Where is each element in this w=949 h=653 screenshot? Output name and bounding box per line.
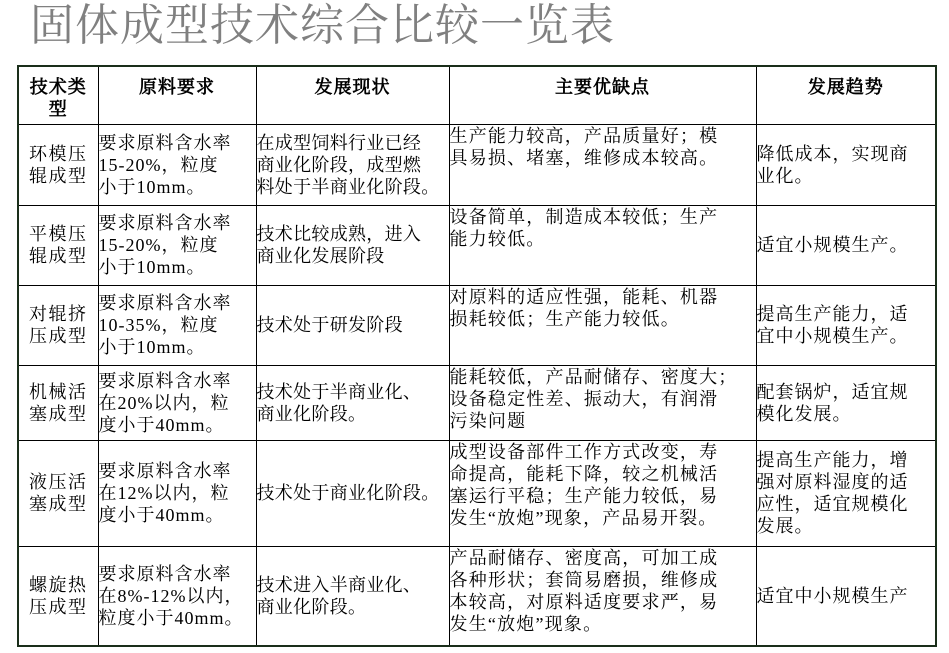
cell-technique xyxy=(18,546,98,646)
pros-cons-line: 产品耐储存、密度高，可加工成 xyxy=(449,547,719,568)
pros-cons-line: 损耗较低；生产能力较低。 xyxy=(449,308,680,329)
status-line: 技术比较成熟，进入 xyxy=(256,224,422,244)
comparison-table xyxy=(17,65,937,647)
technique-line: 塞成型 xyxy=(29,403,88,424)
pros-cons-line: 发生“放炮”现象。 xyxy=(449,613,603,634)
trend-line: 适宜小规模生产。 xyxy=(756,235,909,255)
pros-cons-line: 设备简单，制造成本较低；生产 xyxy=(449,206,719,227)
technique-line: 机械活 xyxy=(29,381,88,402)
material-line: 小于10mm。 xyxy=(98,337,206,357)
material-line: 小于10mm。 xyxy=(98,257,206,277)
header-technique-line: 型 xyxy=(48,99,68,119)
trend-line: 发展。 xyxy=(756,516,814,536)
trend-line: 应性，适宜规模化 xyxy=(756,494,909,514)
pros-cons-line: 成型设备部件工作方式改变，寿 xyxy=(449,441,719,462)
cell-material xyxy=(98,365,256,440)
cell-material xyxy=(98,546,256,646)
cell-technique xyxy=(18,124,98,205)
cell-status xyxy=(256,365,449,440)
cell-status xyxy=(256,440,449,546)
material-line: 度小于40mm。 xyxy=(98,414,225,435)
pros-cons-line: 塞运行平稳；生产能力较低，易 xyxy=(449,485,719,506)
technique-line: 辊成型 xyxy=(29,246,88,266)
technique-line: 辊成型 xyxy=(29,165,88,186)
header-material: 原料要求 xyxy=(98,66,256,124)
table-row xyxy=(18,440,936,546)
technique-line: 压成型 xyxy=(29,326,88,346)
technique-line: 塞成型 xyxy=(29,494,88,514)
header-technique xyxy=(18,66,98,124)
cell-trend xyxy=(756,124,936,205)
material-line: 粒度小于40mm。 xyxy=(98,607,244,628)
status-line: 在成型饲料行业已经 xyxy=(256,132,422,153)
status-line: 料处于半商业化阶段。 xyxy=(256,176,440,197)
status-line: 技术进入半商业化、 xyxy=(256,574,422,595)
trend-line: 提高生产能力，增 xyxy=(756,450,909,470)
table-row xyxy=(18,285,936,365)
material-line: 10-35%，粒度 xyxy=(98,315,219,335)
cell-technique xyxy=(18,285,98,365)
material-line: 要求原料含水率 xyxy=(98,132,232,153)
status-line: 技术处于商业化阶段。 xyxy=(256,483,440,503)
header-trend: 发展趋势 xyxy=(756,66,936,124)
table-row xyxy=(18,205,936,285)
material-line: 要求原料含水率 xyxy=(98,213,232,233)
pros-cons-line: 设备稳定性差、振动大，有润滑 xyxy=(449,388,719,409)
cell-material xyxy=(98,205,256,285)
technique-line: 螺旋热 xyxy=(29,574,88,595)
header-technique-line: 技术类 xyxy=(29,77,87,97)
cell-pros-cons xyxy=(449,546,756,646)
material-line: 度小于40mm。 xyxy=(98,505,225,525)
cell-technique xyxy=(18,440,98,546)
pros-cons-line: 具易损、堵塞，维修成本较高。 xyxy=(449,147,719,168)
technique-line: 压成型 xyxy=(29,596,88,617)
cell-status xyxy=(256,546,449,646)
pros-cons-line: 污染问题 xyxy=(449,410,527,431)
material-line: 15-20%，粒度 xyxy=(98,154,219,175)
cell-technique xyxy=(18,205,98,285)
status-line: 技术处于研发阶段 xyxy=(256,315,403,335)
status-line: 商业化发展阶段 xyxy=(256,246,385,266)
header-status: 发展现状 xyxy=(256,66,449,124)
material-line: 在8%-12%以内， xyxy=(98,585,244,606)
cell-technique xyxy=(18,365,98,440)
pros-cons-line: 发生“放炮”现象，产品易开裂。 xyxy=(449,507,718,528)
status-line: 商业化阶段，成型燃 xyxy=(256,154,422,175)
cell-trend xyxy=(756,365,936,440)
material-line: 在12%以内，粒 xyxy=(98,483,230,503)
cell-trend xyxy=(756,285,936,365)
material-line: 小于10mm。 xyxy=(98,176,206,197)
cell-pros-cons xyxy=(449,285,756,365)
technique-line: 对辊挤 xyxy=(29,304,88,324)
technique-line: 液压活 xyxy=(29,472,88,492)
material-line: 要求原料含水率 xyxy=(98,563,232,584)
pros-cons-line: 能耗较低，产品耐储存、密度大； xyxy=(449,366,738,387)
cell-material xyxy=(98,440,256,546)
trend-line: 业化。 xyxy=(756,165,814,186)
status-line: 商业化阶段。 xyxy=(256,403,367,424)
pros-cons-line: 能力较低。 xyxy=(449,228,546,249)
trend-line: 模化发展。 xyxy=(756,403,852,424)
slide-title: 固体成型技术综合比较一览表 xyxy=(30,0,615,51)
cell-status xyxy=(256,285,449,365)
status-line: 商业化阶段。 xyxy=(256,596,367,617)
material-line: 要求原料含水率 xyxy=(98,370,232,391)
cell-pros-cons xyxy=(449,205,756,285)
material-line: 要求原料含水率 xyxy=(98,461,232,481)
cell-status xyxy=(256,205,449,285)
material-line: 要求原料含水率 xyxy=(98,293,232,313)
cell-pros-cons xyxy=(449,365,756,440)
cell-material xyxy=(98,285,256,365)
cell-trend xyxy=(756,440,936,546)
table-row xyxy=(18,365,936,440)
table-row xyxy=(18,124,936,205)
technique-line: 环模压 xyxy=(29,143,88,164)
cell-material xyxy=(98,124,256,205)
header-pros-cons: 主要优缺点 xyxy=(449,66,756,124)
cell-pros-cons xyxy=(449,440,756,546)
trend-line: 宜中小规模生产。 xyxy=(756,326,909,346)
material-line: 15-20%，粒度 xyxy=(98,235,219,255)
cell-pros-cons xyxy=(449,124,756,205)
header-row xyxy=(18,66,936,124)
cell-trend xyxy=(756,546,936,646)
trend-line: 提高生产能力，适 xyxy=(756,304,909,324)
material-line: 在20%以内，粒 xyxy=(98,392,230,413)
trend-line: 适宜中小规模生产 xyxy=(756,585,909,606)
cell-status xyxy=(256,124,449,205)
trend-line: 强对原料湿度的适 xyxy=(756,472,909,492)
trend-line: 降低成本，实现商 xyxy=(756,143,909,164)
trend-line: 配套锅炉，适宜规 xyxy=(756,381,909,402)
technique-line: 平模压 xyxy=(29,224,88,244)
pros-cons-line: 命提高，能耗下降，较之机械活 xyxy=(449,463,719,484)
pros-cons-line: 生产能力较高，产品质量好；模 xyxy=(449,125,719,146)
cell-trend xyxy=(756,205,936,285)
pros-cons-line: 各种形状；套筒易磨损，维修成 xyxy=(449,569,719,590)
pros-cons-line: 对原料的适应性强，能耗、机器 xyxy=(449,286,719,307)
pros-cons-line: 本较高，对原料适度要求严，易 xyxy=(449,591,719,612)
status-line: 技术处于半商业化、 xyxy=(256,381,422,402)
table-row xyxy=(18,546,936,646)
